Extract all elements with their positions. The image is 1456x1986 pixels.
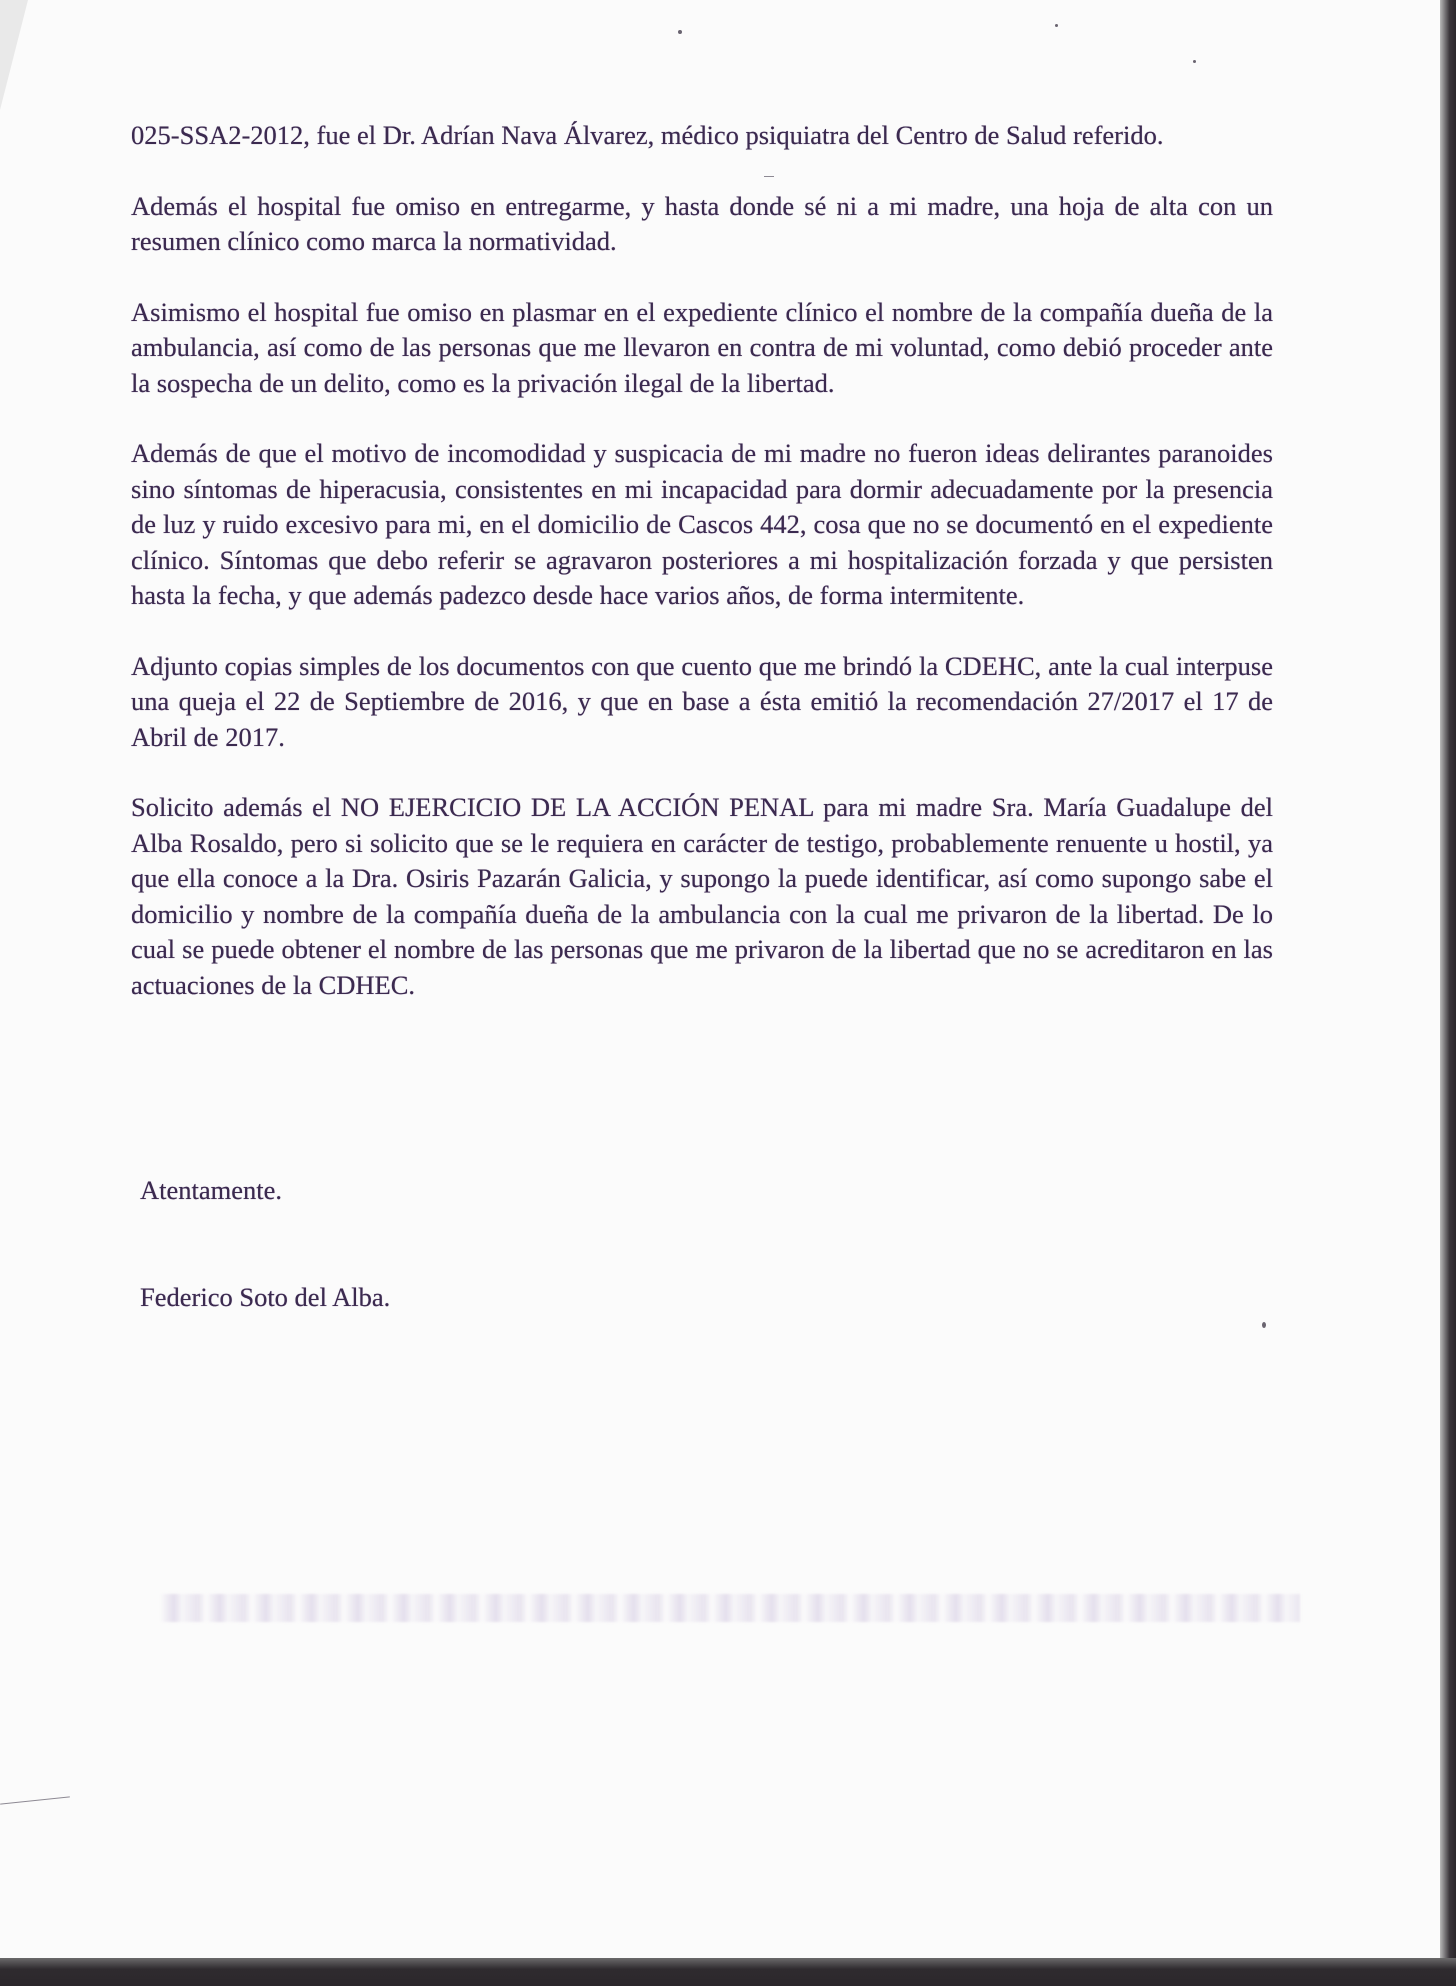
folded-corner — [0, 0, 28, 110]
closing-line: Atentamente. — [140, 1175, 283, 1205]
show-through-text — [160, 1594, 1300, 1622]
paragraph-3: Asimismo el hospital fue omiso en plasmar en el expediente clínico el nombre de la compañía dueña de la ambulancia, así como de las personas que me llevaron en contra de mi voluntad, como debió proceder ante la sospecha de un delito, como es la privación ilegal de la libertad. — [131, 296, 1273, 398]
scan-speck — [678, 30, 682, 34]
scanner-edge-right — [1440, 0, 1456, 1986]
scan-scratch — [0, 1796, 70, 1804]
scanner-edge-bottom — [0, 1958, 1456, 1986]
scan-speck — [1262, 1322, 1266, 1328]
scan-speck — [1055, 24, 1058, 27]
paragraph-2: Además el hospital fue omiso en entregarme, y hasta donde sé ni a mi madre, una hoja de alta con un resumen clínico como marca la normatividad. — [131, 190, 1273, 256]
paragraph-1: 025-SSA2-2012, fue el Dr. Adrían Nava Álvarez, médico psiquiatra del Centro de Salud referido. — [131, 120, 1164, 150]
paragraph-4: Además de que el motivo de incomodidad y suspicacia de mi madre no fueron ideas delirantes paranoides sino síntomas de hiperacusia, consistentes en mi incapacidad para dormir adecuadamente por la presencia de luz y ruido excesivo para mi, en el domicilio de Cascos 442, cosa que no se documentó en el expediente clínico. Síntomas que debo referir se agravaron posteriores a mi hospitalización forzada y que persisten hasta la fecha, y que además padezco desde hace varios años, de forma intermitente. — [131, 438, 1273, 610]
letter-body — [131, 118, 1273, 1038]
paragraph-6: Solicito además el NO EJERCICIO DE LA ACCIÓN PENAL para mi madre Sra. María Guadalupe del Alba Rosaldo, pero si solicito que se le requiera en carácter de testigo, probablemente renuente u hostil, ya que ella conoce a la Dra. Osiris Pazarán Galicia, y supongo la puede identificar, así como supongo sabe el domicilio y nombre de la compañía dueña de la ambulancia con la cual me privaron de la libertad. De lo cual se puede obtener el nombre de las personas que me privaron de la libertad que no se acreditaron en las actuaciones de la CDHEC. — [131, 792, 1273, 1000]
scan-scratch — [764, 176, 774, 177]
paragraph-5: Adjunto copias simples de los documentos con que cuento que me brindó la CDEHC, ante la cual interpuse una queja el 22 de Septiembre de 2016, y que en base a ésta emitió la recomendación 27/2017 el 17 de Abril de 2017. — [131, 650, 1273, 752]
scan-speck — [1193, 60, 1196, 63]
signature-name: Federico Soto del Alba. — [140, 1282, 391, 1312]
